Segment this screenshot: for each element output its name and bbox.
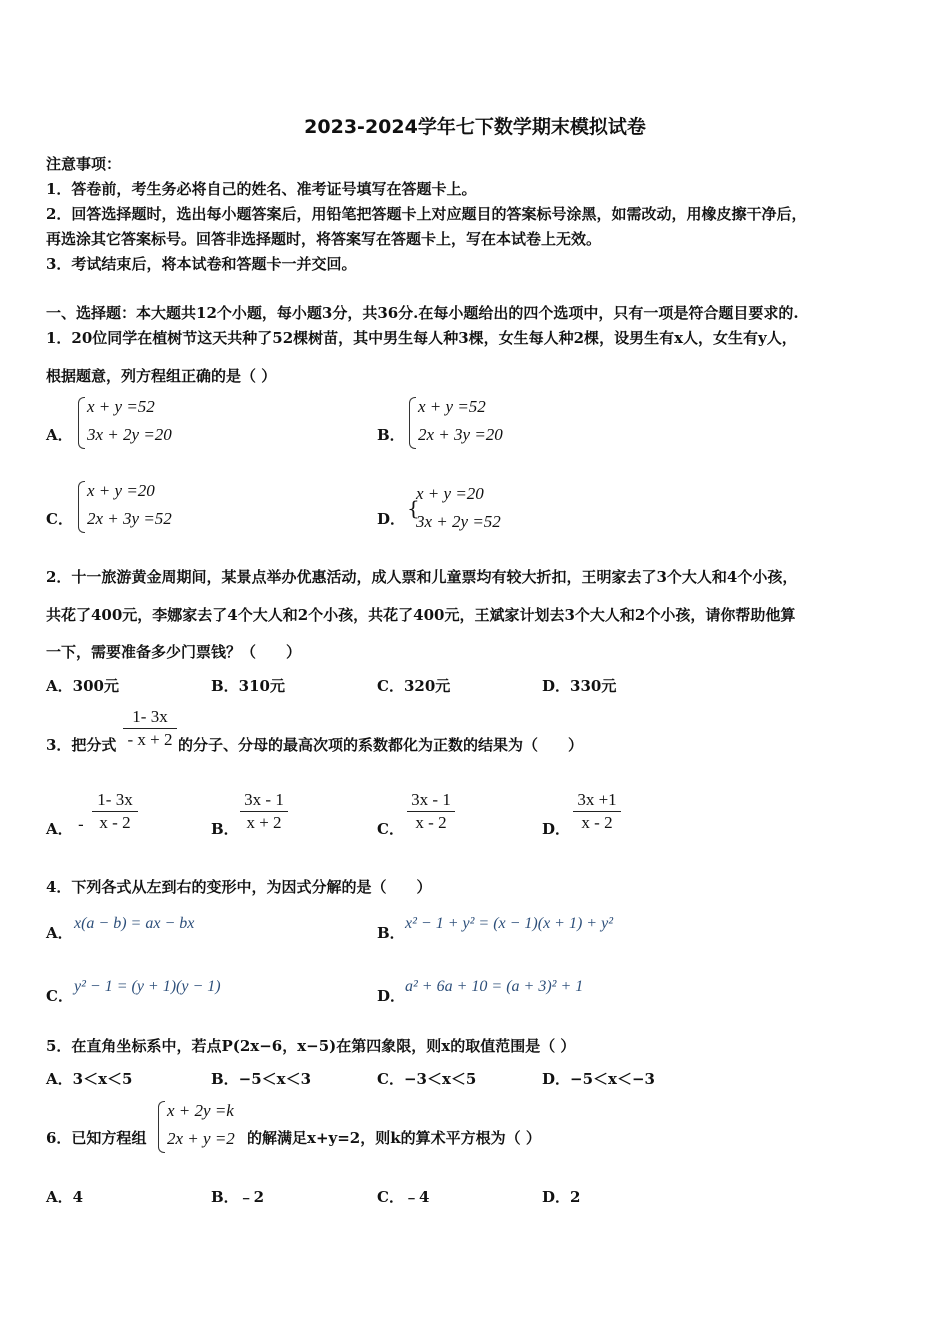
minus-sign: - [78,815,84,835]
q3-option-a-label: A． [46,820,73,838]
q4-option-d-expr: a² + 6a + 10 = (a + 3)² + 1 [405,978,584,995]
q1-option-a-label: A． [46,426,73,444]
q1-option-d-label: D． [377,510,406,528]
q3-stem-fraction [123,707,177,750]
fraction-bar [573,811,621,812]
q4-option-a-expr: x(a − b) = ax − bx [74,915,195,932]
question-3-prefix: 3．把分式 [46,736,117,754]
numerator: 1- 3x [132,707,168,726]
denominator: x - 2 [99,813,131,832]
fraction-bar [407,811,455,812]
numerator: 3x +1 [577,790,617,809]
equation: x + y =20 [416,484,484,503]
denominator: - x + 2 [127,730,173,749]
q3-option-b-fraction [240,790,288,833]
q5-option-b: B．−5＜x＜3 [211,1070,312,1088]
fraction-bar [92,811,138,812]
q4-option-b-label: B． [377,924,405,942]
q2-option-a: A．300元 [46,677,119,695]
question-2-stem: 2．十一旅游黄金周期间，某景点举办优惠活动，成人票和儿童票均有较大折扣，王明家去了3个大人和4个小孩， [46,568,798,586]
q4-option-c-expr: y² − 1 = (y + 1)(y − 1) [74,978,221,995]
q5-option-a: A．3＜x＜5 [46,1070,133,1088]
q3-option-a-fraction [92,790,138,833]
numerator: 3x - 1 [411,790,451,809]
question-4-stem: 4．下列各式从左到右的变形中，为因式分解的是（ ） [46,878,432,896]
small-brace-icon: { [407,496,420,520]
question-2-stem: 共花了400元，李娜家去了4个大人和2个小孩，共花了400元，王斌家计划去3个大人和2个小孩，请你帮助他算 [46,606,796,624]
q5-option-d: D．−5＜x＜−3 [542,1070,655,1088]
q4-option-a-label: A． [46,924,73,942]
equation: 2x + 3y =52 [87,509,172,528]
equation: 3x + 2y =20 [87,425,172,444]
equation: 2x + y =2 [167,1129,235,1148]
q6-option-c: C．﹣4 [377,1188,430,1206]
q6-option-d: D．2 [542,1188,581,1206]
equation: 3x + 2y =52 [416,512,501,531]
question-6-suffix: 的解满足x+y=2，则k的算术平方根为（ ） [247,1129,541,1147]
q2-option-b: B．310元 [211,677,285,695]
q6-option-a: A．4 [46,1188,84,1206]
q2-option-d: D．330元 [542,677,617,695]
q6-option-b: B．﹣2 [211,1188,265,1206]
notice-item: 再选涂其它答案标号。回答非选择题时，将答案写在答题卡上，写在本试卷上无效。 [46,230,602,248]
q1-option-b-label: B． [377,426,405,444]
q4-option-c-label: C． [46,987,73,1005]
equation: x + 2y =k [167,1101,234,1120]
denominator: x + 2 [246,813,282,832]
q3-option-c-fraction [407,790,455,833]
question-6-prefix: 6．已知方程组 [46,1129,147,1147]
numerator: 1- 3x [97,790,133,809]
equation: 2x + 3y =20 [418,425,503,444]
equation: x + y =52 [87,397,155,416]
equation: x + y =20 [87,481,155,500]
section-heading: 一、选择题：本大题共12个小题，每小题3分，共36分.在每小题给出的四个选项中，只有一项是符合题目要求的. [46,304,799,322]
page-title: 2023-2024学年七下数学期末模拟试卷 [304,116,646,138]
equation: x + y =52 [418,397,486,416]
q1-option-c-label: C． [46,510,73,528]
question-1-stem: 1．20位同学在植树节这天共种了52棵树苗，其中男生每人种3棵，女生每人种2棵，设男生有x人，女生有y人， [46,329,797,347]
q3-option-c-label: C． [377,820,404,838]
notice-item: 2．回答选择题时，选出每小题答案后，用铅笔把答题卡上对应题目的答案标号涂黑，如需改动，用橡皮擦干净后， [46,205,807,223]
numerator: 3x - 1 [244,790,284,809]
q5-option-c: C．−3＜x＜5 [377,1070,477,1088]
q2-option-c: C．320元 [377,677,451,695]
notice-heading: 注意事项： [46,155,122,173]
denominator: x - 2 [415,813,447,832]
q4-option-b-expr: x² − 1 + y² = (x − 1)(x + 1) + y² [405,915,613,932]
notice-item: 3．考试结束后，将本试卷和答题卡一并交回。 [46,255,357,273]
question-5-stem: 5．在直角坐标系中，若点P(2x−6，x−5)在第四象限，则x的取值范围是（ ） [46,1037,576,1055]
q3-option-d-label: D． [542,820,571,838]
fraction-bar [123,728,177,729]
q4-option-d-label: D． [377,987,406,1005]
question-1-stem: 根据题意，列方程组正确的是（ ） [46,367,277,385]
q3-option-d-fraction [573,790,621,833]
question-2-stem: 一下，需要准备多少门票钱？（ ） [46,643,302,661]
question-3-suffix: 的分子、分母的最高次项的系数都化为正数的结果为（ ） [178,736,584,754]
notice-item: 1．答卷前，考生务必将自己的姓名、准考证号填写在答题卡上。 [46,180,477,198]
denominator: x - 2 [581,813,613,832]
q3-option-b-label: B． [211,820,239,838]
fraction-bar [240,811,288,812]
